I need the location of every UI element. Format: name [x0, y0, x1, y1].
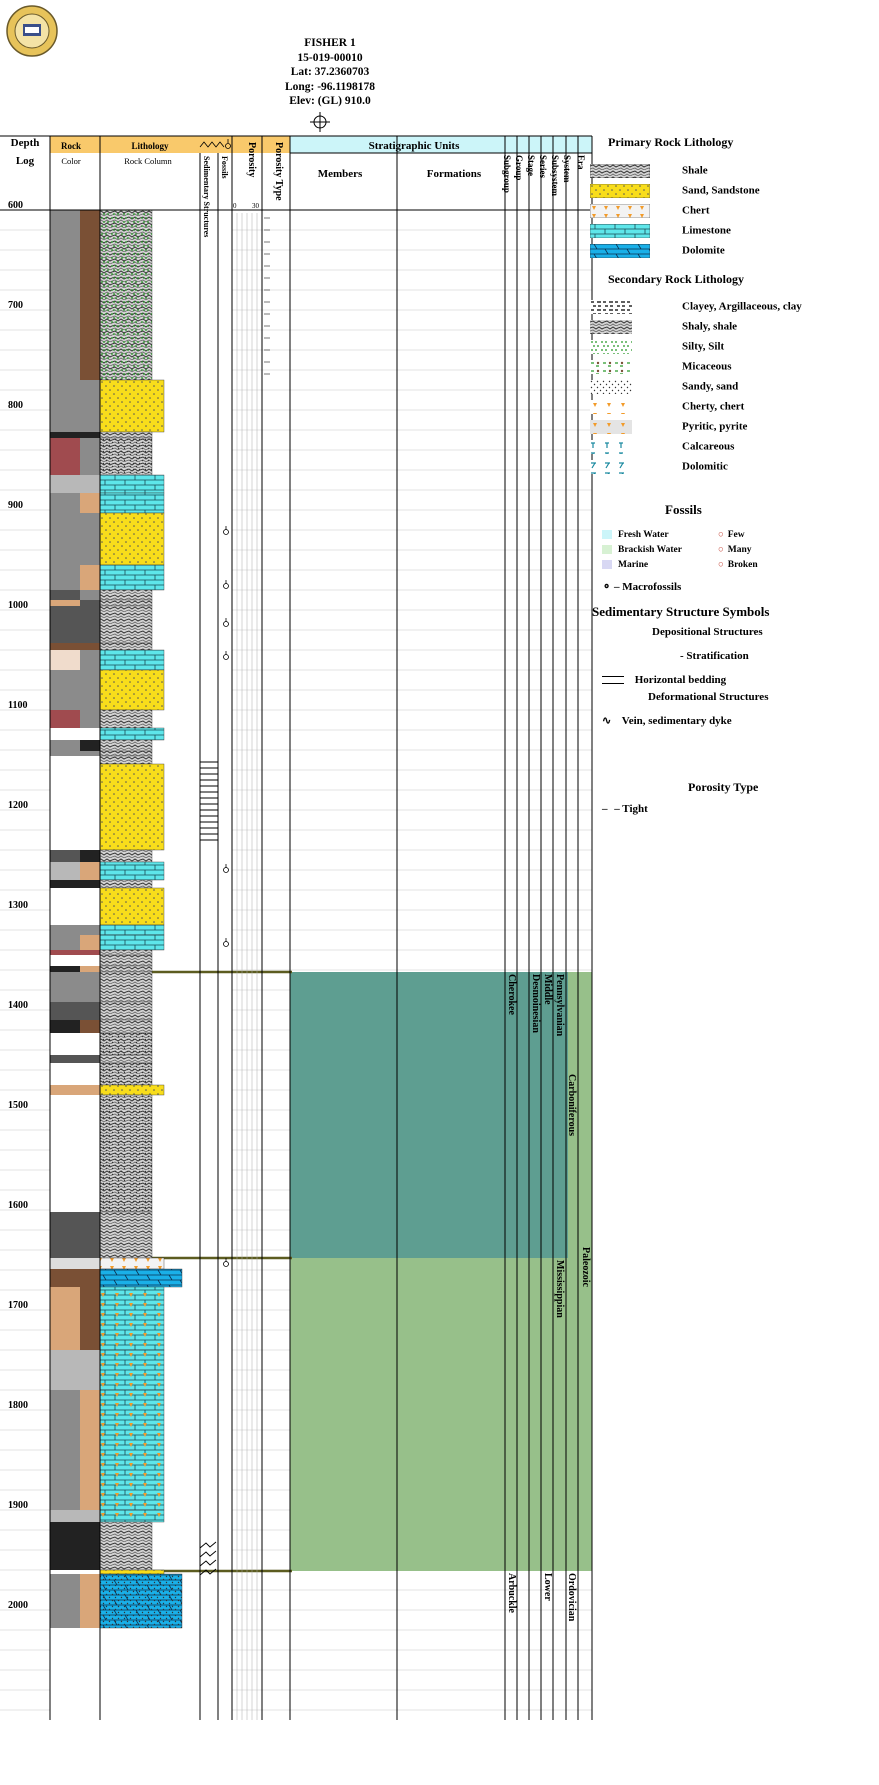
sand-interval [100, 764, 164, 850]
rock-color-cell [50, 1020, 80, 1033]
depth-label: 1800 [8, 1400, 28, 1411]
rock-color-cell [50, 751, 80, 756]
chert-swatch-icon [590, 204, 650, 218]
legend-primary-limestone [590, 224, 731, 238]
fossil-abundance-icon: ○ [718, 560, 724, 570]
legend-secondary-label: Micaceous [682, 360, 732, 373]
rock-color-cell [50, 380, 80, 432]
depth-label: 800 [8, 400, 23, 411]
legend-secondary-sandy [590, 380, 738, 394]
legend-primary-label: Dolomite [682, 244, 725, 257]
legend-secondary-shaly [590, 320, 737, 334]
legend-primary-label: Sand, Sandstone [682, 184, 760, 197]
rock-color-cell-2 [80, 600, 100, 606]
legend-depositional: Depositional Structures [652, 626, 763, 638]
legend-macrofossils [602, 580, 681, 593]
shale-interval [100, 756, 152, 764]
rock-color-cell [50, 1390, 80, 1510]
rock-color-cell-2 [80, 380, 100, 432]
shale-interval [100, 600, 152, 606]
macrofossil-icon [224, 530, 229, 535]
legend [590, 130, 879, 830]
sandy-overlay [100, 1095, 152, 1212]
rock-color-cell [50, 1574, 80, 1628]
dolomitic-swatch-icon [590, 460, 632, 474]
legend-stratification: - Stratification [680, 650, 749, 662]
rock-color-cell [50, 1522, 80, 1570]
legend-primary-label: Shale [682, 164, 708, 177]
rock-color-cell [50, 210, 80, 380]
shale-interval [100, 880, 152, 888]
col-strat-units: Stratigraphic Units [368, 140, 460, 152]
legend-vein [602, 714, 732, 727]
rock-color-cell-2 [80, 438, 100, 475]
legend-primary-label: Limestone [682, 224, 731, 237]
system-label: Carboniferous [566, 1074, 577, 1137]
rock-color-cell [50, 1350, 80, 1390]
cherty-overlay [100, 1287, 164, 1350]
shale-interval [100, 1020, 152, 1033]
micaceous-swatch-icon [590, 360, 632, 374]
col-color: Color [61, 156, 81, 166]
legend-deformational: Deformational Structures [648, 691, 769, 703]
limestone-interval [100, 862, 164, 880]
dolomite-interval [100, 1269, 182, 1287]
macrofossil-icon [224, 584, 229, 589]
legend-primary-label: Chert [682, 204, 710, 217]
depth-label: 1300 [8, 900, 28, 911]
calcareous-swatch-icon [590, 440, 632, 454]
rock-color-cell-2 [80, 513, 100, 565]
shale-interval [100, 751, 152, 756]
legend-sed-title: Sedimentary Structure Symbols [592, 604, 770, 619]
rock-color-cell [50, 764, 80, 850]
sand-interval [100, 513, 164, 565]
rock-color-cell-2 [80, 1002, 100, 1020]
macrofossil-icon [224, 942, 229, 947]
legend-secondary-clayey [590, 300, 802, 314]
rock-color-cell [50, 728, 80, 740]
legend-macro-label: – Macrofossils [613, 581, 682, 593]
well-symbol [310, 112, 330, 132]
depth-label: 700 [8, 300, 23, 311]
rock-color-cell [50, 710, 80, 728]
col-system: System [562, 155, 572, 183]
shale-interval [100, 966, 152, 972]
shale-interval [100, 1055, 152, 1063]
legend-secondary-label: Pyritic, pyrite [682, 420, 748, 433]
rock-color-cell-2 [80, 1020, 100, 1033]
rock-color-cell-2 [80, 606, 100, 643]
rock-color-cell [50, 513, 80, 565]
cherty-overlay [100, 1350, 164, 1390]
subgroup-label: Arbuckle [506, 1573, 517, 1613]
shale-interval [100, 740, 152, 751]
col-members: Members [317, 168, 363, 180]
col-fossils: Fossils [220, 156, 229, 179]
limestone-interval [100, 565, 164, 590]
rock-color-cell-2 [80, 710, 100, 728]
stage-label: Desmoinesian [530, 974, 541, 1033]
legend-fossil-abundance-label: Few [727, 530, 745, 540]
rock-color-cell [50, 880, 80, 888]
shale-interval [100, 955, 152, 966]
col-subsystem: Subsystem [550, 155, 560, 197]
rock-color-cell [50, 1085, 80, 1095]
macrofossil-icon [224, 622, 229, 627]
legend-horizontal-bedding [602, 674, 726, 686]
rock-color-cell [50, 1095, 80, 1212]
well-long: Long: -96.1198178 [284, 80, 376, 93]
limestone-interval [100, 475, 164, 493]
sand-swatch-icon [590, 184, 650, 198]
era-label: Paleozoic [580, 1247, 591, 1287]
rock-color-cell-2 [80, 740, 100, 751]
rock-color-cell-2 [80, 880, 100, 888]
well-name: FISHER 1 [304, 37, 356, 49]
col-stage: Stage [526, 155, 536, 176]
rock-color-cell-2 [80, 1269, 100, 1287]
legend-secondary-label: Silty, Silt [682, 340, 725, 353]
rock-color-cell-2 [80, 1350, 100, 1390]
rock-color-cell [50, 432, 80, 438]
rock-color-cell-2 [80, 728, 100, 740]
legend-tight-label: – Tight [614, 803, 648, 815]
legend-secondary-title: Secondary Rock Lithology [608, 272, 745, 286]
rock-color-cell [50, 1258, 80, 1269]
dolomite-swatch-icon [590, 244, 650, 258]
legend-fossils-title: Fossils [665, 502, 702, 517]
rock-color-cell-2 [80, 1258, 100, 1269]
sand-interval [100, 670, 164, 710]
shale-interval [100, 950, 152, 955]
legend-secondary-dolomitic [590, 460, 728, 474]
rock-color-cell-2 [80, 1570, 100, 1574]
legend-fossil-abundance [718, 545, 752, 555]
rock-color-cell [50, 955, 80, 966]
rock-color-cell [50, 1570, 80, 1574]
porosity-scale-min: 0 [233, 202, 237, 210]
rock-color-cell-2 [80, 590, 100, 600]
shale-interval [100, 643, 152, 650]
depth-label: 1700 [8, 1300, 28, 1311]
depth-label: 1000 [8, 600, 28, 611]
rock-color-cell-2 [80, 1055, 100, 1063]
rock-color-cell [50, 475, 80, 493]
legend-secondary-pyritic [590, 420, 747, 434]
col-rock-column: Rock Column [124, 156, 172, 166]
rock-color-cell-2 [80, 888, 100, 925]
rock-color-cell-2 [80, 1033, 100, 1055]
col-series: Series [538, 155, 548, 178]
rock-color-cell-2 [80, 1390, 100, 1510]
rock-color-cell-2 [80, 493, 100, 513]
fossil-abundance-icon: ○ [718, 530, 724, 540]
rock-color-cell-2 [80, 670, 100, 710]
legend-secondary-silty [590, 340, 724, 354]
rock-color-cell [50, 565, 80, 590]
cherty-overlay [100, 1390, 164, 1510]
legend-secondary-micaceous [590, 360, 731, 374]
macrofossil-icon [224, 1262, 229, 1267]
rock-color-cell-2 [80, 1212, 100, 1258]
col-rock: Rock [61, 141, 81, 151]
legend-fossil-abundance [718, 530, 745, 540]
sandy-overlay [100, 1063, 152, 1085]
rock-color-cell-2 [80, 565, 100, 590]
vein-icon [200, 1551, 216, 1557]
horizontal-bedding-icon [602, 676, 624, 684]
rock-color-cell [50, 590, 80, 600]
legend-fossil-env [602, 545, 682, 555]
rock-color-cell-2 [80, 935, 100, 950]
shale-interval [100, 432, 152, 438]
legend-fossil-abundance-label: Many [727, 545, 752, 555]
legend-secondary-cherty [590, 400, 744, 414]
shale-interval [100, 1002, 152, 1020]
well-api: 15-019-00010 [297, 51, 363, 64]
rock-color-cell-2 [80, 1510, 100, 1522]
sandy-overlay [100, 438, 152, 475]
well-lat: Lat: 37.2360703 [290, 66, 370, 78]
depth-label: 600 [8, 200, 23, 211]
shale-interval [100, 1212, 152, 1258]
legend-fossil-env-label: Marine [618, 560, 649, 570]
rock-color-cell [50, 438, 80, 475]
chert-interval [100, 1258, 164, 1269]
shale-interval [100, 850, 152, 862]
silty-overlay [100, 210, 152, 380]
shale-interval [100, 972, 152, 1002]
col-depth: Depth [10, 137, 40, 149]
depth-label: 900 [8, 500, 23, 511]
shale-interval [100, 590, 152, 600]
rock-color-cell-2 [80, 955, 100, 966]
limestone-interval [100, 650, 164, 670]
rock-color-cell-2 [80, 432, 100, 438]
legend-fossil-env [602, 530, 669, 540]
series-label: Middle [542, 974, 553, 1005]
fossil-abundance-icon: ○ [718, 545, 724, 555]
legend-fossil-env [602, 560, 648, 570]
legend-tight [602, 803, 648, 815]
sand-interval [100, 380, 164, 432]
rock-color-cell [50, 1212, 80, 1258]
rock-color-cell-2 [80, 972, 100, 1002]
vein-icon [200, 1560, 216, 1566]
legend-secondary-label: Dolomitic [682, 460, 728, 473]
legend-secondary-label: Clayey, Argillaceous, clay [682, 300, 802, 313]
shale-interval [100, 1522, 152, 1570]
sand-interval [100, 1570, 164, 1574]
rock-color-cell-2 [80, 210, 100, 380]
fossil-env-swatch [602, 545, 612, 554]
col-porosity-type: Porosity Type [273, 142, 284, 201]
cherty-swatch-icon [590, 400, 632, 414]
sandy-overlay [100, 1574, 182, 1628]
rock-color-cell-2 [80, 650, 100, 670]
sandy-overlay [100, 1033, 152, 1055]
pennsylvanian-fill [290, 972, 592, 1258]
rock-color-cell-2 [80, 966, 100, 972]
rock-color-cell [50, 1055, 80, 1063]
col-lithology: Lithology [131, 141, 169, 151]
limestone-swatch-icon [590, 224, 650, 238]
sand-interval [100, 1085, 164, 1095]
legend-secondary-label: Calcareous [682, 440, 735, 453]
fossil-env-swatch [602, 530, 612, 539]
lithology-intervals [50, 210, 182, 1628]
sand-interval [100, 888, 164, 925]
rock-color-cell-2 [80, 925, 100, 935]
rock-color-cell [50, 888, 80, 925]
rock-color-cell-2 [80, 475, 100, 493]
rock-color-cell-2 [80, 950, 100, 955]
subsystem-label: Mississippian [554, 1260, 565, 1318]
rock-color-cell [50, 935, 80, 950]
legend-horizontal-label: Horizontal bedding [634, 674, 727, 686]
rock-color-cell [50, 972, 80, 1002]
rock-color-cell [50, 966, 80, 972]
legend-primary-sand [590, 184, 760, 198]
log-marks [200, 218, 270, 1575]
rock-color-cell-2 [80, 643, 100, 650]
col-era: Era [576, 155, 586, 170]
depth-label: 2000 [8, 1600, 28, 1611]
pyritic-swatch-icon [590, 420, 632, 434]
well-elev: Elev: (GL) 910.0 [289, 95, 371, 107]
col-formations: Formations [426, 168, 482, 180]
macrofossil-icon [224, 655, 229, 660]
legend-primary-chert [590, 204, 710, 218]
rock-color-cell-2 [80, 1095, 100, 1212]
rock-color-cell [50, 1287, 80, 1350]
legend-fossil-env-label: Fresh Water [618, 530, 669, 540]
macrofossil-icon [224, 868, 229, 873]
porosity-scale-max: 30 [252, 202, 259, 210]
sandy-swatch-icon [590, 380, 632, 394]
rock-color-cell [50, 1510, 80, 1522]
legend-secondary-label: Sandy, sand [682, 380, 739, 393]
rock-color-cell [50, 925, 80, 935]
mississippian-fill [290, 1258, 592, 1571]
shale-swatch-icon [590, 164, 650, 178]
vein-icon [200, 1542, 216, 1548]
limestone-interval [100, 935, 164, 950]
rock-color-cell [50, 600, 80, 606]
subgroup-label: Cherokee [506, 974, 517, 1015]
depth-label: 1500 [8, 1100, 28, 1111]
macrofossil-icon: ⚬ [602, 581, 612, 593]
legend-secondary-calcareous [590, 440, 734, 454]
vein-icon: ∿ [602, 715, 612, 727]
rock-color-cell-2 [80, 1063, 100, 1085]
rock-color-cell [50, 756, 80, 764]
shale-interval [100, 606, 152, 643]
rock-color-cell [50, 1063, 80, 1085]
legend-fossil-abundance-label: Broken [727, 560, 758, 570]
legend-primary-shale [590, 164, 708, 178]
clayey-swatch-icon [590, 300, 632, 314]
depth-label: 1400 [8, 1000, 28, 1011]
col-porosity: Porosity [246, 142, 257, 178]
col-sed-structures: Sedimentary Structures [202, 156, 211, 238]
fossil-env-swatch [602, 560, 612, 569]
rock-color-cell-2 [80, 850, 100, 862]
legend-vein-label: Vein, sedimentary dyke [621, 715, 732, 727]
depth-label: 1900 [8, 1500, 28, 1511]
rock-color-cell-2 [80, 1574, 100, 1628]
depth-label: 1600 [8, 1200, 28, 1211]
rock-color-cell-2 [80, 1522, 100, 1570]
rock-color-cell-2 [80, 1085, 100, 1095]
rock-color-cell-2 [80, 751, 100, 756]
rock-color-cell [50, 670, 80, 710]
depth-labels [8, 200, 28, 1611]
rock-color-cell [50, 950, 80, 955]
rock-color-cell [50, 606, 80, 643]
rock-color-cell [50, 740, 80, 751]
rock-color-cell [50, 1033, 80, 1055]
col-log: Log [15, 155, 35, 167]
limestone-interval [100, 493, 164, 513]
legend-porosity-title: Porosity Type [688, 780, 759, 794]
depth-label: 1200 [8, 800, 28, 811]
subsystem-label: Pennsylvanian [554, 974, 565, 1037]
silty-swatch-icon [590, 340, 632, 354]
legend-secondary-label: Shaly, shale [682, 320, 738, 333]
rock-color-cell [50, 650, 80, 670]
limestone-interval [100, 925, 164, 935]
rock-color-cell [50, 643, 80, 650]
rock-color-cell [50, 1002, 80, 1020]
rock-color-cell-2 [80, 862, 100, 880]
rock-color-cell [50, 862, 80, 880]
legend-secondary-label: Cherty, chert [682, 400, 745, 413]
col-subgroup: Subgroup [502, 155, 512, 193]
shale-interval [100, 710, 152, 728]
rock-color-cell-2 [80, 1287, 100, 1350]
legend-primary-title: Primary Rock Lithology [608, 135, 734, 149]
series-label: Lower [542, 1573, 553, 1601]
rock-color-cell [50, 493, 80, 513]
rock-color-cell [50, 1269, 80, 1287]
legend-fossil-abundance [718, 560, 758, 570]
rock-color-cell-2 [80, 756, 100, 764]
depth-label: 1100 [8, 700, 28, 711]
legend-fossil-env-label: Brackish Water [618, 545, 682, 555]
cherty-overlay [100, 1510, 164, 1522]
col-group: Group [514, 155, 524, 181]
limestone-interval [100, 728, 164, 740]
legend-primary-dolomite [590, 244, 725, 258]
rock-color-cell-2 [80, 764, 100, 850]
system-label: Ordovician [566, 1573, 577, 1622]
rock-color-cell [50, 850, 80, 862]
shaly-swatch-icon [590, 320, 632, 334]
tight-icon: – [602, 803, 608, 815]
